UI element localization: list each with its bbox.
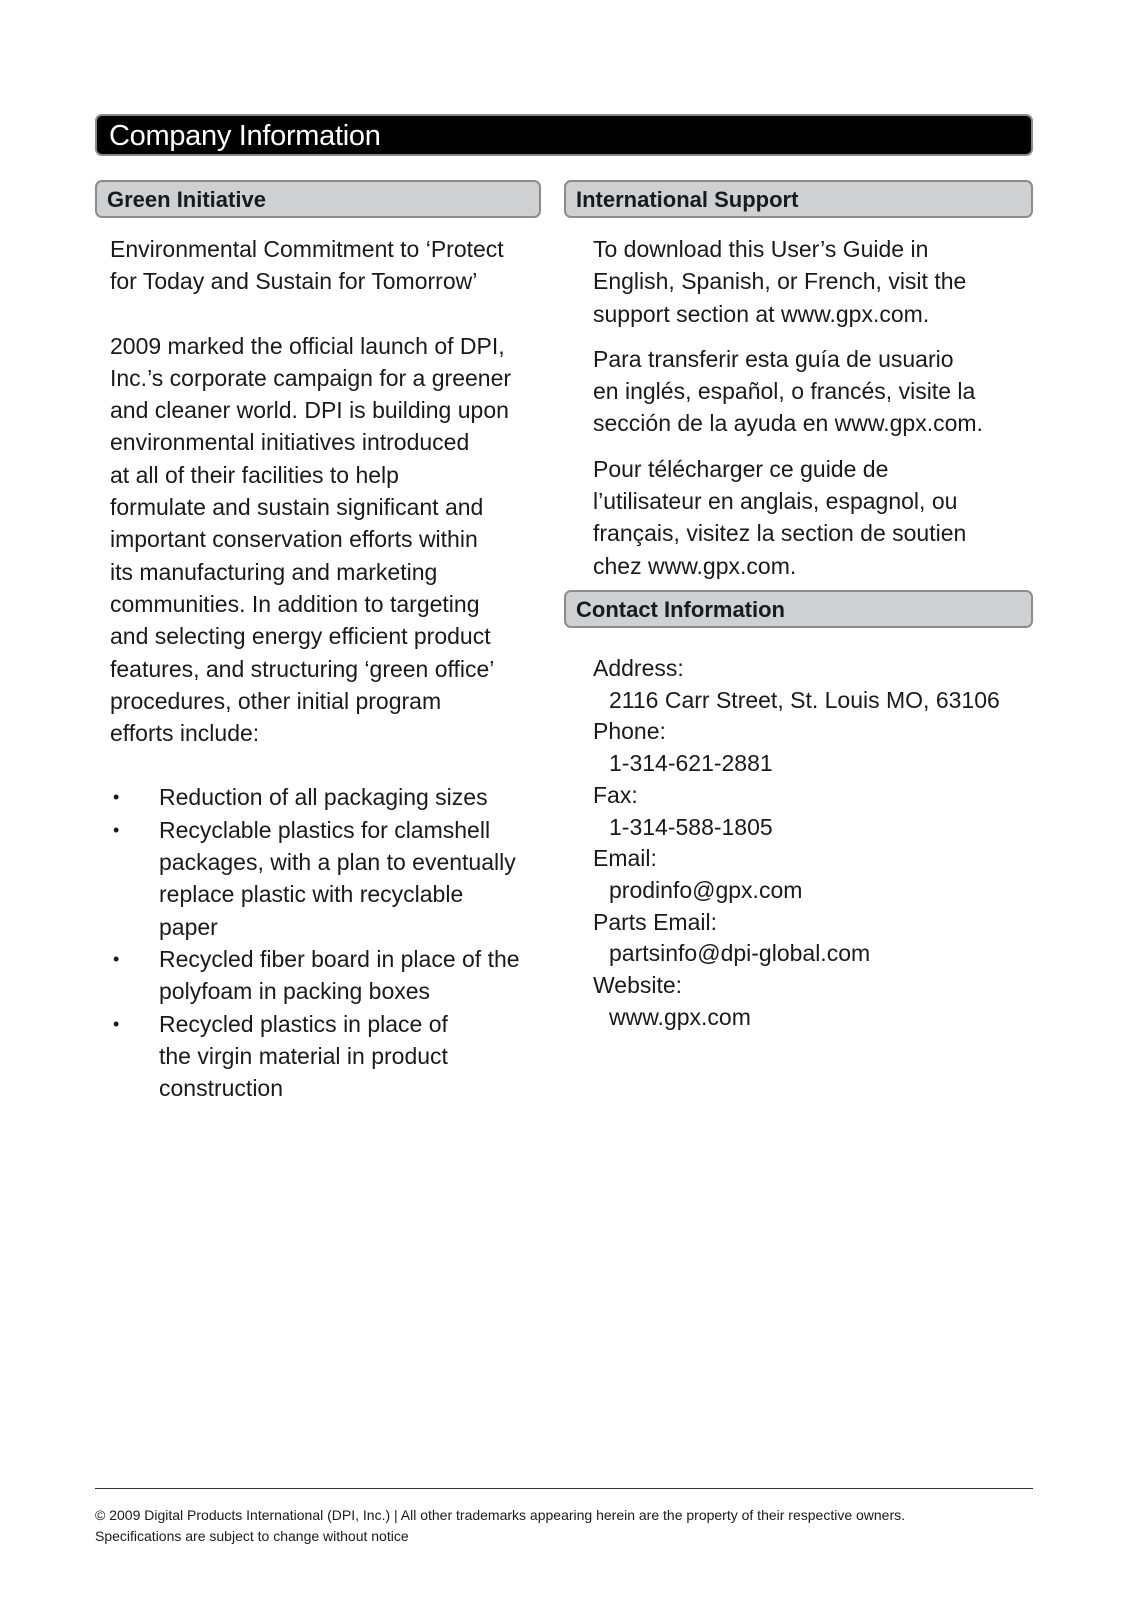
text-line: en inglés, español, o francés, visite la <box>593 378 976 405</box>
text-line: Recyclable plastics for clamshell <box>159 816 491 843</box>
parts-email-value: partsinfo@dpi-global.com <box>609 940 871 967</box>
fax-label: Fax: <box>593 781 638 808</box>
parts-email-label: Parts Email: <box>593 908 717 935</box>
footer-divider <box>95 1488 1033 1489</box>
text-line: packages, with a plan to eventually <box>159 849 516 876</box>
address-value: 2116 Carr Street, St. Louis MO, 63106 <box>609 686 1000 713</box>
text-line: Pour télécharger ce guide de <box>593 455 889 482</box>
text-line: Reduction of all packaging sizes <box>159 784 488 811</box>
text-line: sección de la ayuda en www.gpx.com. <box>593 410 983 437</box>
footer <box>95 1505 1055 1547</box>
text-line: the virgin material in product <box>159 1042 448 1069</box>
disclaimer-text: Specifications are subject to change without notice <box>95 1528 409 1544</box>
text-line: and selecting energy efficient product <box>110 623 491 650</box>
contact-information-title: Contact Information <box>576 597 785 622</box>
text-line: efforts include: <box>110 720 260 747</box>
fax-value: 1-314-588-1805 <box>609 813 773 840</box>
website-value: www.gpx.com <box>609 1003 751 1030</box>
text-line: replace plastic with recyclable <box>159 881 464 908</box>
list-item <box>110 814 570 943</box>
text-line: procedures, other initial program <box>110 687 442 714</box>
text-line: Recycled fiber board in place of the <box>159 945 520 972</box>
email-value: prodinfo@gpx.com <box>609 876 803 903</box>
text-line: 2009 marked the official launch of DPI, <box>110 332 505 359</box>
initiative-bullet-list <box>110 781 570 1104</box>
text-line: at all of their facilities to help <box>110 461 399 488</box>
website-label: Website: <box>593 972 683 999</box>
text-line: support section at www.gpx.com. <box>593 300 930 327</box>
bullet-icon: • <box>113 819 120 840</box>
text-line: Environmental Commitment to ‘Protect <box>110 236 504 262</box>
list-item <box>110 943 570 1008</box>
bullet-icon: • <box>113 948 120 969</box>
text-line: Recycled plastics in place of <box>159 1010 448 1037</box>
international-support-title: International Support <box>576 187 799 212</box>
bullet-icon: • <box>113 1013 120 1034</box>
text-line: environmental initiatives introduced <box>110 429 470 456</box>
address-label: Address: <box>593 655 684 681</box>
text-line: Inc.’s corporate campaign for a greener <box>110 364 512 391</box>
international-support-section <box>593 233 1033 582</box>
email-label: Email: <box>593 845 657 872</box>
copyright-text: © 2009 Digital Products International (DPI, Inc.) | All other trademarks appearing herein are the property of their respective owners. <box>95 1507 906 1523</box>
green-initiative-body <box>110 330 570 750</box>
text-line: construction <box>159 1075 284 1102</box>
text-line: chez www.gpx.com. <box>593 552 797 579</box>
text-line: its manufacturing and marketing <box>110 558 438 585</box>
page-title-bar <box>95 114 1033 156</box>
text-line: English, Spanish, or French, visit the <box>593 268 967 295</box>
support-french <box>593 453 1033 582</box>
contact-information-header <box>564 590 1033 628</box>
text-line: for Today and Sustain for Tomorrow’ <box>110 268 478 295</box>
green-initiative-title: Green Initiative <box>107 187 266 212</box>
green-initiative-header <box>95 180 541 218</box>
text-line: Para transferir esta guía de usuario <box>593 345 954 372</box>
text-line: and cleaner world. DPI is building upon <box>110 397 509 424</box>
bullet-icon: • <box>113 787 120 808</box>
text-line: formulate and sustain significant and <box>110 494 484 521</box>
text-line: paper <box>159 913 218 940</box>
text-line: features, and structuring ‘green office’ <box>110 655 495 682</box>
green-initiative-section <box>110 233 570 1104</box>
support-spanish <box>593 343 1033 440</box>
contact-information-section <box>593 653 1033 1033</box>
list-item <box>110 1008 570 1105</box>
text-line: polyfoam in packing boxes <box>159 978 431 1005</box>
text-line: important conservation efforts within <box>110 526 478 553</box>
phone-value: 1-314-621-2881 <box>609 750 773 777</box>
international-support-header <box>564 180 1033 218</box>
support-english <box>593 233 1033 330</box>
list-item <box>110 781 570 813</box>
text-line: l’utilisateur en anglais, espagnol, ou <box>593 488 958 515</box>
green-initiative-intro <box>110 233 570 298</box>
text-line: français, visitez la section de soutien <box>593 520 967 547</box>
phone-label: Phone: <box>593 718 666 745</box>
text-line: To download this User’s Guide in <box>593 236 929 262</box>
page-title: Company Information <box>109 120 381 152</box>
text-line: communities. In addition to targeting <box>110 590 480 617</box>
